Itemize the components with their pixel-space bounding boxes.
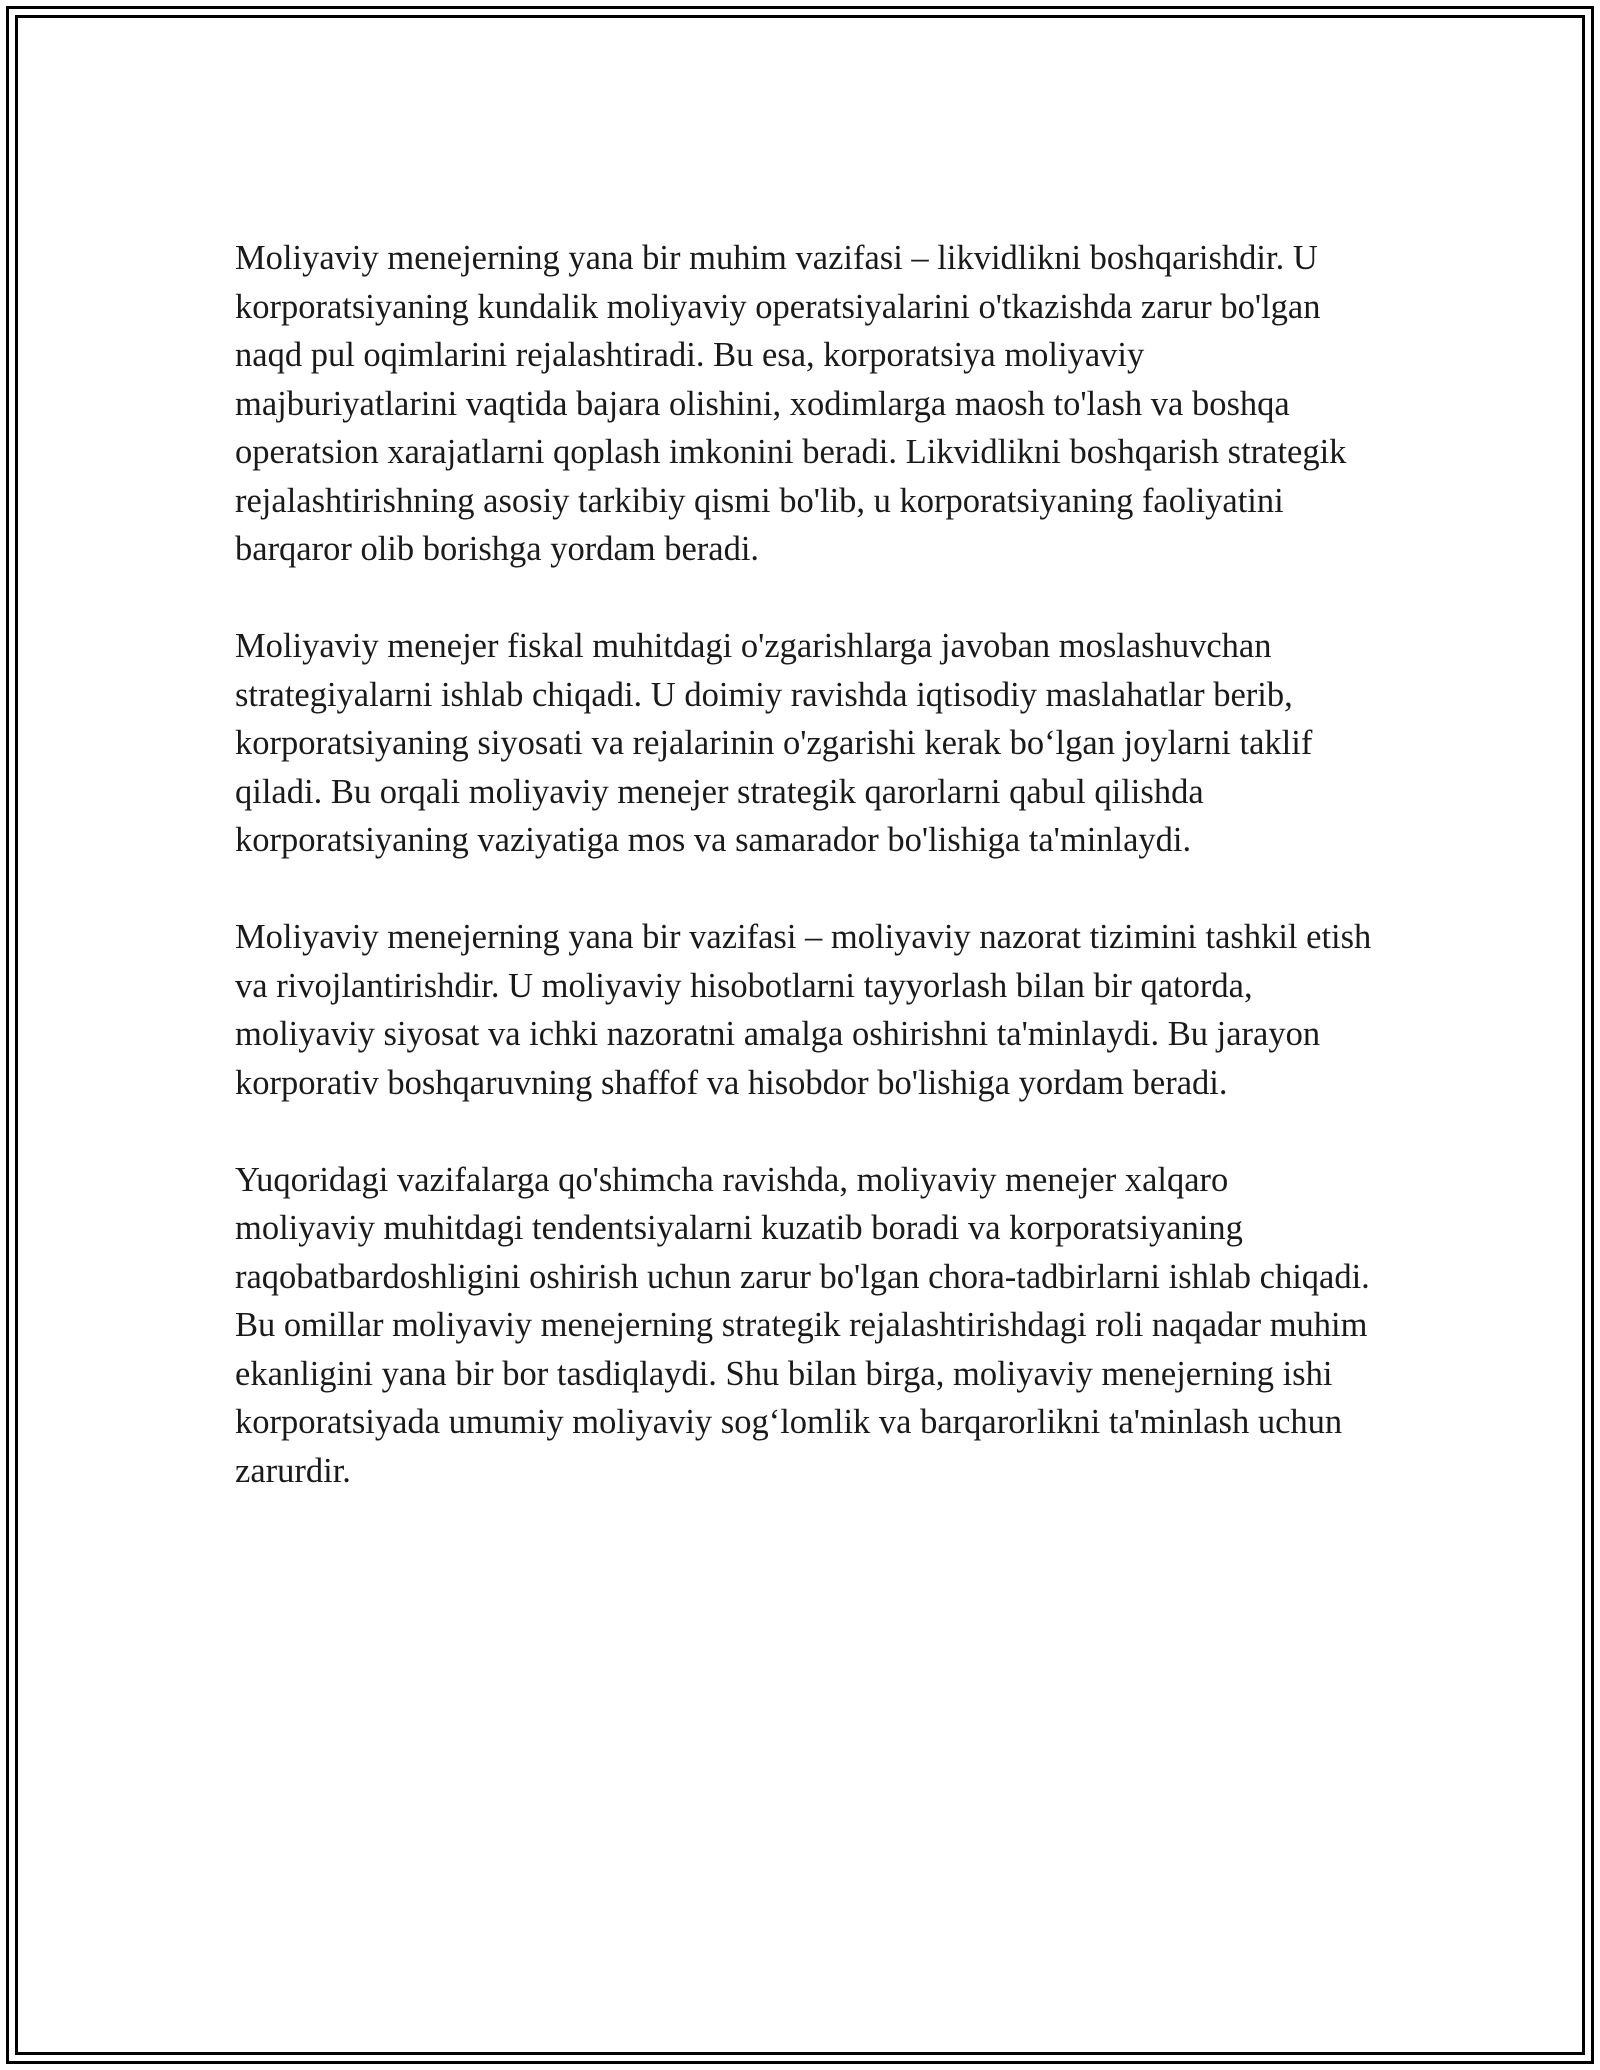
paragraph-fiscal-strategies: Moliyaviy menejer fiskal muhitdagi o'zgarishlarga javoban moslashuvchan strategiyalarni ishlab chiqadi. U doimiy ravishda iqtisodiy maslahatlar berib, korporatsiyaning siyosati va rejalarinin o'zgarishi kerak bo‘lgan joylarni taklif qiladi. Bu orqali moliyaviy menejer strategik qarorlarni qabul qilishda korporatsiyaning vaziyatiga mos va samarador bo'lishiga ta'minlaydi.: [235, 627, 1313, 859]
paragraph-liquidity: Moliyaviy menejerning yana bir muhim vazifasi – likvidlikni boshqarishdir. U korporatsiyaning kundalik moliyaviy operatsiyalarini o'tkazishda zarur bo'lgan naqd pul oqimlarini rejalashtiradi. Bu esa, korporatsiya moliyaviy majburiyatlarini vaqtida bajara olishini, xodimlarga maosh to'lash va boshqa operatsion xarajatlarni qoplash imkonini beradi. Likvidlikni boshqarish strategik rejalashtirishning asosiy tarkibiy qismi bo'lib, u korporatsiyaning faoliyatini barqaror olib borishga yordam beradi.: [235, 239, 1347, 568]
paragraph-financial-control: Moliyaviy menejerning yana bir vazifasi – moliyaviy nazorat tizimini tashkil etish va rivojlantirishdir. U moliyaviy hisobotlarni tayyorlash bilan bir qatorda, moliyaviy siyosat va ichki nazoratni amalga oshirishni ta'minlaydi. Bu jarayon korporativ boshqaruvning shaffof va hisobdor bo'lishiga yordam beradi.: [235, 918, 1372, 1102]
document-body: [235, 234, 1375, 1495]
paragraph-international-trends: Yuqoridagi vazifalarga qo'shimcha ravishda, moliyaviy menejer xalqaro moliyaviy muhitdagi tendentsiyalarni kuzatib boradi va korporatsiyaning raqobatbardoshligini oshirish uchun zarur bo'lgan chora-tadbirlarni ishlab chiqadi. Bu omillar moliyaviy menejerning strategik rejalashtirishdagi roli naqadar muhim ekanligini yana bir bor tasdiqlaydi. Shu bilan birga, moliyaviy menejerning ishi korporatsiyada umumiy moliyaviy sog‘lomlik va barqarorlikni ta'minlash uchun zarurdir.: [235, 1160, 1370, 1490]
